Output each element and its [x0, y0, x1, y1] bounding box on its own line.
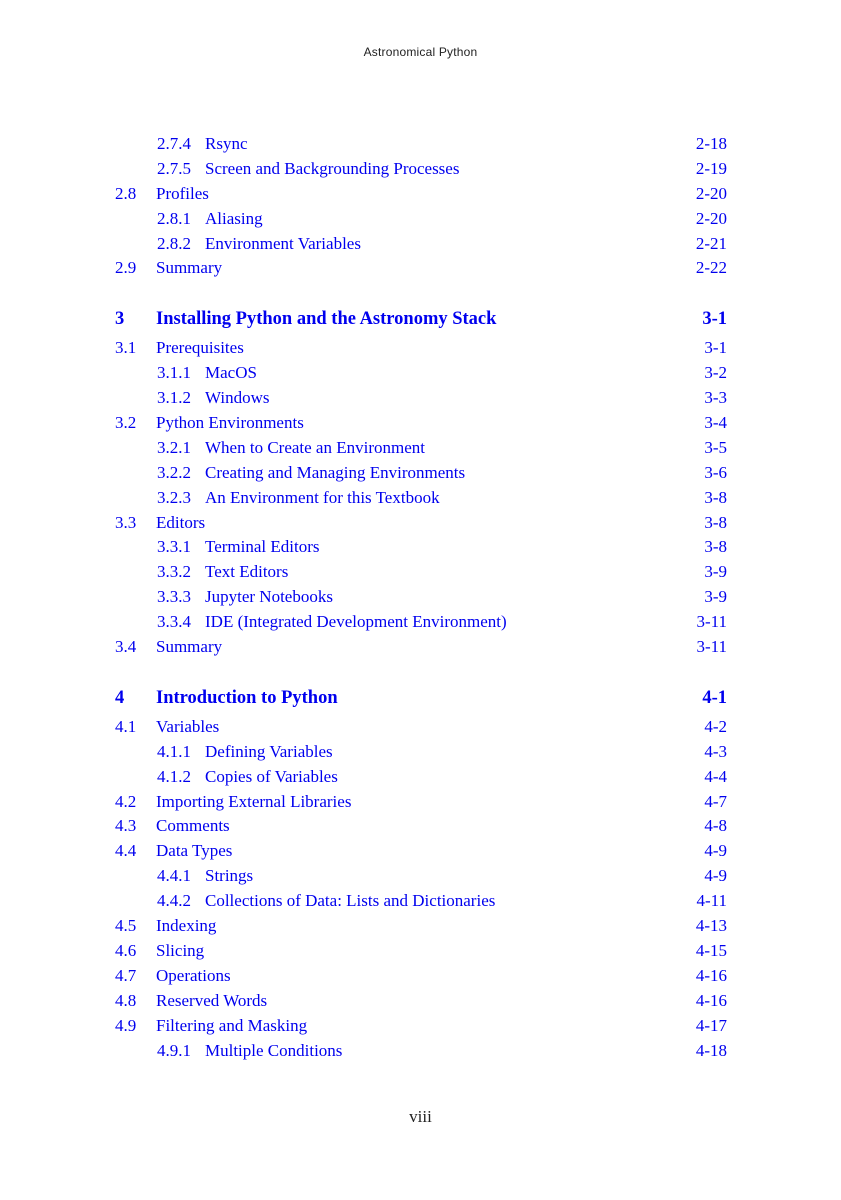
toc-subsection-entry[interactable] [0, 361, 841, 386]
toc-entry-number[interactable]: 3.3.1 [157, 537, 191, 557]
toc-entry-number[interactable]: 2.8 [115, 183, 137, 203]
toc-entry-title[interactable]: MacOS [205, 363, 257, 383]
toc-entry-number[interactable]: 3.2.1 [157, 437, 191, 457]
toc-section-entry[interactable] [0, 511, 841, 536]
toc-entry-title[interactable]: Screen and Backgrounding Processes [205, 158, 460, 178]
toc-entry-page[interactable]: 3-6 [704, 462, 727, 482]
toc-entry-number[interactable]: 3.1.1 [157, 363, 191, 383]
toc-entry-number[interactable]: 3.2.2 [157, 462, 191, 482]
toc-entry-number[interactable]: 3.3.4 [157, 612, 191, 632]
toc-subsection-entry[interactable] [0, 1039, 841, 1064]
toc-entry-title[interactable]: Importing External Libraries [156, 791, 352, 811]
toc-entry-page[interactable]: 4-16 [695, 965, 727, 985]
toc-section-entry[interactable] [0, 839, 841, 864]
toc-section-entry[interactable] [0, 914, 841, 939]
toc-entry-number[interactable]: 3.3.3 [157, 587, 191, 607]
toc-entry-title[interactable]: Reserved Words [156, 990, 268, 1010]
toc-section-entry[interactable] [0, 715, 841, 740]
toc-entry-page[interactable]: 3-5 [704, 437, 727, 457]
toc-chapter-entry[interactable] [0, 685, 841, 711]
toc-section-entry[interactable] [0, 256, 841, 281]
toc-entry-page[interactable]: 4-4 [704, 766, 727, 786]
toc-subsection-entry[interactable] [0, 610, 841, 635]
toc-entry-title[interactable]: Terminal Editors [205, 537, 320, 557]
toc-subsection-entry[interactable] [0, 207, 841, 232]
toc-subsection-entry[interactable] [0, 740, 841, 765]
toc-entry-title[interactable]: Multiple Conditions [205, 1040, 343, 1060]
running-head: Astronomical Python [363, 45, 478, 59]
toc-subsection-entry[interactable] [0, 560, 841, 585]
toc-entry-title[interactable]: Creating and Managing Environments [205, 462, 466, 482]
toc-entry-page[interactable]: 3-1 [704, 338, 727, 358]
toc-subsection-entry[interactable] [0, 232, 841, 257]
toc-section-entry[interactable] [0, 814, 841, 839]
toc-entry-title[interactable]: Rsync [205, 134, 248, 153]
toc-entry-title[interactable]: Environment Variables [205, 233, 361, 253]
toc-entry-page[interactable]: 3-8 [704, 537, 727, 557]
toc-entry-page[interactable]: 3-8 [704, 487, 727, 507]
toc-entry-title[interactable]: Editors [156, 512, 206, 532]
toc-subsection-entry[interactable] [0, 386, 841, 411]
toc-chapter-entry[interactable] [0, 306, 841, 332]
toc-entry-title[interactable]: Python Environments [156, 413, 304, 433]
toc-entry-number[interactable]: 3.1 [115, 338, 137, 358]
toc-entry-title[interactable]: Installing Python and the Astronomy Stack [156, 309, 497, 330]
toc-section-entry[interactable] [0, 635, 841, 660]
toc-section-entry[interactable] [0, 411, 841, 436]
toc-entry-title[interactable]: Operations [156, 965, 231, 985]
toc-entry-title[interactable]: Profiles [156, 183, 209, 203]
toc-entry-page[interactable]: 4-13 [695, 916, 727, 936]
toc-subsection-entry[interactable] [0, 889, 841, 914]
toc-entry-page[interactable]: 3-9 [704, 562, 727, 582]
toc-section-entry[interactable] [0, 182, 841, 207]
toc-section-entry[interactable] [0, 939, 841, 964]
toc-entry-number[interactable]: 3.1.2 [157, 388, 191, 408]
toc-entry-title[interactable]: Slicing [156, 940, 205, 960]
toc-entry-number[interactable]: 3.3.2 [157, 562, 191, 582]
toc-section-entry[interactable] [0, 989, 841, 1014]
toc-entry-title[interactable]: Strings [205, 866, 254, 886]
toc-entry-number[interactable]: 4.7 [115, 965, 137, 985]
table-of-contents [0, 132, 841, 1063]
toc-entry-page[interactable]: 3-11 [696, 637, 727, 657]
toc-subsection-entry[interactable] [0, 486, 841, 511]
toc-entry-title[interactable]: An Environment for this Textbook [205, 487, 440, 507]
toc-entry-number[interactable]: 3.2 [115, 413, 137, 433]
toc-entry-page[interactable]: 3-9 [704, 587, 727, 607]
toc-entry-title[interactable]: Summary [156, 637, 223, 657]
toc-entry-page[interactable]: 4-17 [695, 1015, 727, 1035]
toc-entry-number[interactable]: 4.9 [115, 1015, 137, 1035]
toc-entry-title[interactable]: Data Types [156, 841, 233, 861]
toc-subsection-entry[interactable] [0, 157, 841, 182]
toc-section-entry[interactable] [0, 336, 841, 361]
toc-entry-title[interactable]: Indexing [156, 916, 217, 936]
toc-entry-page[interactable]: 2-18 [695, 134, 727, 153]
toc-entry-number[interactable]: 4.8 [115, 990, 137, 1010]
toc-entry-title[interactable]: Comments [156, 816, 230, 836]
toc-entry-page[interactable]: 2-22 [695, 258, 727, 278]
toc-entry-title[interactable]: Jupyter Notebooks [205, 587, 333, 607]
toc-entry-number[interactable]: 4.2 [115, 791, 137, 811]
toc-entry-number[interactable]: 4.4 [115, 841, 137, 861]
toc-entry-title[interactable]: Windows [205, 388, 270, 408]
toc-entry-page[interactable]: 3-2 [704, 363, 727, 383]
toc-entry-title[interactable]: Text Editors [205, 562, 289, 582]
toc-entry-page[interactable]: 3-3 [704, 388, 727, 408]
toc-entry-title[interactable]: Variables [156, 716, 220, 736]
toc-entry-number[interactable]: 4 [115, 687, 125, 708]
toc-entry-page[interactable]: 2-20 [695, 183, 727, 203]
toc-entry-title[interactable]: Prerequisites [156, 338, 244, 358]
toc-entry-page[interactable]: 4-9 [704, 841, 727, 861]
toc-entry-page[interactable]: 4-16 [695, 990, 727, 1010]
page-number: viii [409, 1107, 432, 1126]
toc-entry-page[interactable]: 4-15 [695, 940, 727, 960]
toc-entry-title[interactable]: Copies of Variables [205, 766, 338, 786]
toc-entry-number[interactable]: 2.7.4 [157, 134, 191, 153]
toc-entry-number[interactable]: 4.1.1 [157, 741, 191, 761]
toc-entry-number[interactable]: 4.6 [115, 940, 137, 960]
toc-entry-number[interactable]: 2.8.2 [157, 233, 191, 253]
toc-subsection-entry[interactable] [0, 436, 841, 461]
toc-subsection-entry[interactable] [0, 132, 841, 157]
toc-entry-page[interactable]: 3-1 [702, 309, 727, 330]
toc-entry-page[interactable]: 3-8 [704, 512, 727, 532]
toc-entry-title[interactable]: Defining Variables [205, 741, 333, 761]
toc-entry-page[interactable]: 4-2 [704, 716, 727, 736]
toc-entry-number[interactable]: 4.3 [115, 816, 137, 836]
toc-entry-number[interactable]: 4.5 [115, 916, 137, 936]
toc-entry-title[interactable]: IDE (Integrated Development Environment) [205, 612, 507, 632]
toc-entry-page[interactable]: 4-7 [704, 791, 727, 811]
toc-entry-number[interactable]: 4.1 [115, 716, 137, 736]
toc-entry-title[interactable]: Collections of Data: Lists and Dictionaries [205, 891, 496, 911]
toc-subsection-entry[interactable] [0, 535, 841, 560]
toc-entry-title[interactable]: Introduction to Python [156, 687, 338, 708]
toc-entry-number[interactable]: 2.7.5 [157, 158, 191, 178]
toc-entry-page[interactable]: 4-1 [702, 687, 727, 708]
toc-entry-number[interactable]: 3.4 [115, 637, 137, 657]
toc-entry-number[interactable]: 4.4.1 [157, 866, 191, 886]
toc-entry-page[interactable]: 3-11 [696, 612, 727, 632]
toc-subsection-entry[interactable] [0, 765, 841, 790]
toc-entry-number[interactable]: 3 [115, 309, 125, 330]
toc-entry-title[interactable]: When to Create an Environment [205, 437, 425, 457]
toc-entry-title[interactable]: Aliasing [205, 208, 263, 228]
toc-entry-number[interactable]: 4.4.2 [157, 891, 191, 911]
toc-entry-number[interactable]: 2.8.1 [157, 208, 191, 228]
toc-entry-title[interactable]: Filtering and Masking [156, 1015, 308, 1035]
toc-entry-page[interactable]: 4-18 [695, 1040, 727, 1060]
toc-entry-page[interactable]: 3-4 [704, 413, 727, 433]
toc-entry-page[interactable]: 2-19 [695, 158, 727, 178]
toc-subsection-entry[interactable] [0, 864, 841, 889]
toc-section-entry[interactable] [0, 964, 841, 989]
toc-entry-number[interactable]: 4.1.2 [157, 766, 191, 786]
toc-subsection-entry[interactable] [0, 461, 841, 486]
toc-entry-number[interactable]: 2.9 [115, 258, 137, 278]
toc-entry-number[interactable]: 4.9.1 [157, 1040, 191, 1060]
toc-entry-page[interactable]: 4-3 [704, 741, 727, 761]
toc-entry-number[interactable]: 3.3 [115, 512, 137, 532]
toc-entry-page[interactable]: 4-11 [696, 891, 727, 911]
toc-section-entry[interactable] [0, 790, 841, 815]
toc-section-entry[interactable] [0, 1014, 841, 1039]
toc-entry-page[interactable]: 2-20 [695, 208, 727, 228]
toc-subsection-entry[interactable] [0, 585, 841, 610]
toc-entry-page[interactable]: 4-8 [704, 816, 727, 836]
toc-entry-number[interactable]: 3.2.3 [157, 487, 191, 507]
toc-entry-page[interactable]: 2-21 [695, 233, 727, 253]
toc-entry-page[interactable]: 4-9 [704, 866, 727, 886]
toc-entry-title[interactable]: Summary [156, 258, 223, 278]
